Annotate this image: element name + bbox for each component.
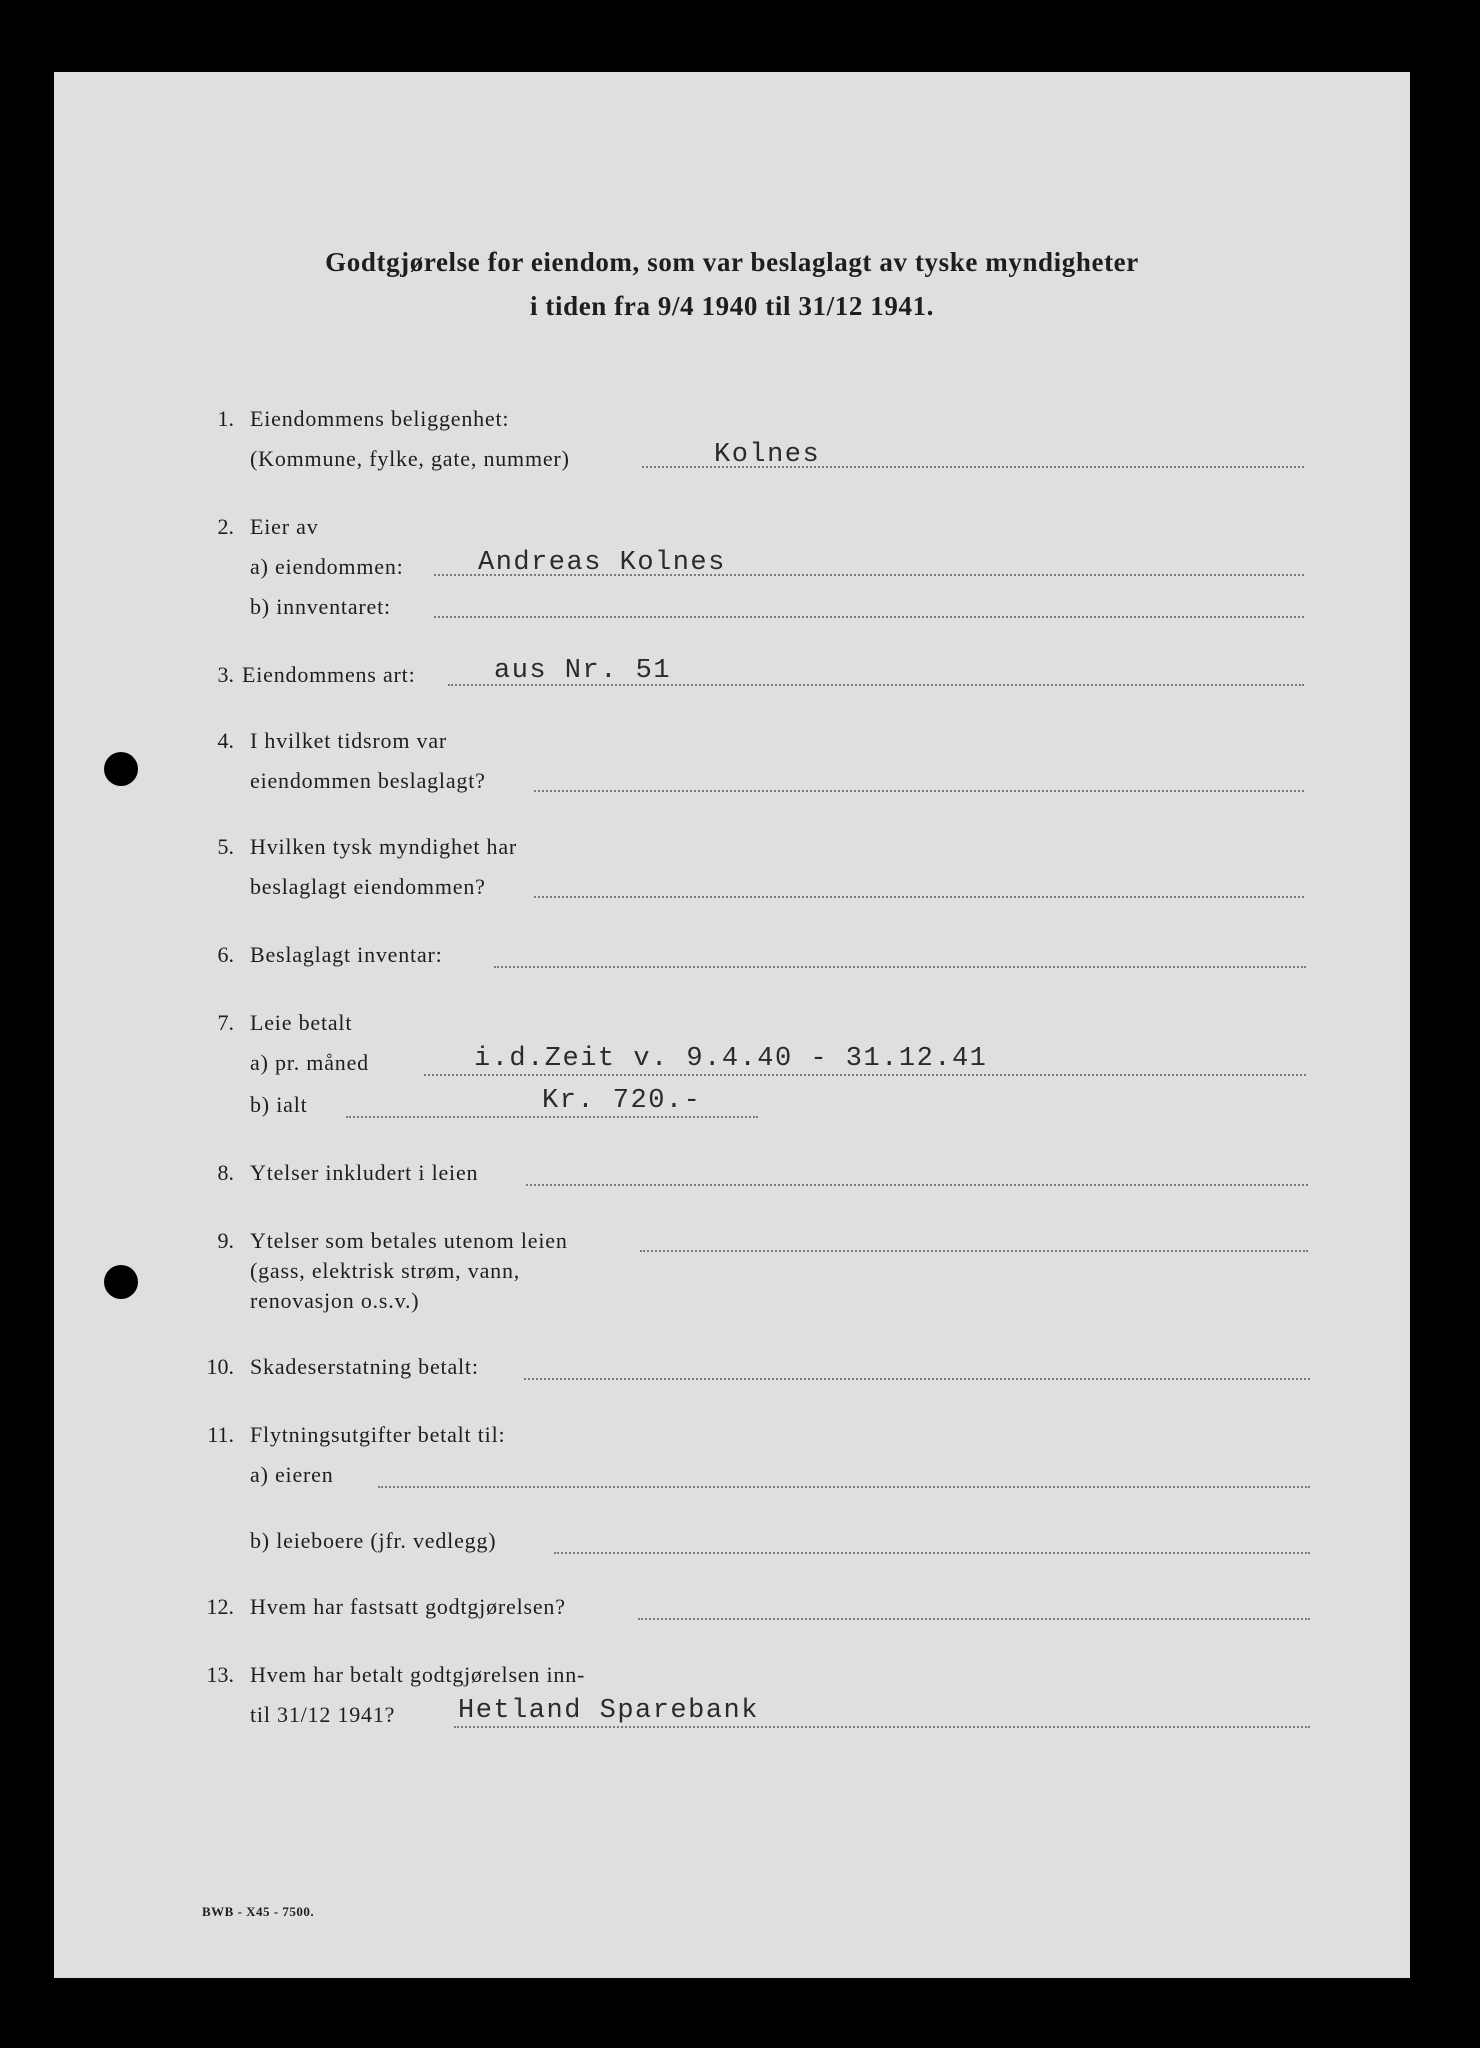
q12-label: Hvem har fastsatt godtgjørelsen? bbox=[250, 1594, 566, 1619]
q10-number: 10. bbox=[206, 1354, 234, 1379]
q4-label: I hvilket tidsrom var bbox=[250, 728, 448, 753]
punch-hole-bottom bbox=[104, 1265, 138, 1299]
q2b-answer-line bbox=[434, 616, 1304, 618]
q3-answer: aus Nr. 51 bbox=[494, 656, 672, 686]
q8-number: 8. bbox=[217, 1160, 234, 1185]
form-page bbox=[54, 72, 1410, 1978]
q9-sublabel-2: renovasjon o.s.v.) bbox=[250, 1288, 420, 1313]
q4-sublabel: eiendommen beslaglagt? bbox=[250, 768, 486, 793]
q2-number: 2. bbox=[217, 514, 234, 539]
q13-answer-line bbox=[454, 1726, 1310, 1728]
q11a-label: a) eieren bbox=[250, 1462, 334, 1487]
q1-answer: Kolnes bbox=[714, 440, 821, 470]
q10-label: Skadeserstatning betalt: bbox=[250, 1354, 479, 1379]
q7a-answer: i.d.Zeit v. 9.4.40 - 31.12.41 bbox=[474, 1044, 988, 1074]
q13-label: Hvem har betalt godtgjørelsen inn- bbox=[250, 1662, 586, 1687]
q11b-label: b) leieboere (jfr. vedlegg) bbox=[250, 1528, 497, 1553]
q2a-answer: Andreas Kolnes bbox=[478, 548, 726, 578]
q11a-answer-line bbox=[378, 1486, 1310, 1488]
q13-sublabel: til 31/12 1941? bbox=[250, 1702, 396, 1727]
q8-label: Ytelser inkludert i leien bbox=[250, 1160, 479, 1185]
q4-answer-line bbox=[534, 790, 1304, 792]
q7-number: 7. bbox=[217, 1010, 234, 1035]
q11-label: Flytningsutgifter betalt til: bbox=[250, 1422, 506, 1447]
q7a-label: a) pr. måned bbox=[250, 1050, 369, 1075]
q7b-answer: Kr. 720.- bbox=[542, 1086, 702, 1116]
q5-label: Hvilken tysk myndighet har bbox=[250, 834, 518, 859]
q8-answer-line bbox=[526, 1184, 1308, 1186]
q7-label: Leie betalt bbox=[250, 1010, 353, 1035]
q11-number: 11. bbox=[207, 1422, 234, 1447]
q5-sublabel: beslaglagt eiendommen? bbox=[250, 874, 486, 899]
q6-number: 6. bbox=[217, 942, 234, 967]
q13-number: 13. bbox=[206, 1662, 234, 1687]
form-title bbox=[54, 240, 1410, 328]
q10-answer-line bbox=[524, 1378, 1310, 1380]
q12-answer-line bbox=[638, 1618, 1310, 1620]
q2-label: Eier av bbox=[250, 514, 319, 539]
q5-answer-line bbox=[534, 896, 1304, 898]
q12-number: 12. bbox=[206, 1594, 234, 1619]
q9-label: Ytelser som betales utenom leien bbox=[250, 1228, 568, 1253]
q9-number: 9. bbox=[217, 1228, 234, 1253]
q3-number: 3. bbox=[217, 662, 234, 687]
q7b-answer-line bbox=[346, 1116, 758, 1118]
q9-answer-line bbox=[640, 1250, 1308, 1252]
q7b-label: b) ialt bbox=[250, 1092, 308, 1117]
q3-label: Eiendommens art: bbox=[242, 662, 416, 687]
q6-label: Beslaglagt inventar: bbox=[250, 942, 443, 967]
punch-hole-top bbox=[104, 752, 138, 786]
q1-label: Eiendommens beliggenhet: bbox=[250, 406, 510, 431]
q13-answer: Hetland Sparebank bbox=[458, 1696, 759, 1726]
q7a-answer-line bbox=[424, 1074, 1306, 1076]
q6-answer-line bbox=[494, 966, 1306, 968]
form-print-code: BWB - X45 - 7500. bbox=[202, 1904, 315, 1919]
title-line-2: i tiden fra 9/4 1940 til 31/12 1941. bbox=[529, 291, 935, 321]
q5-number: 5. bbox=[217, 834, 234, 859]
q1-number: 1. bbox=[217, 406, 234, 431]
q2b-label: b) innventaret: bbox=[250, 594, 391, 619]
title-line-1: Godtgjørelse for eiendom, som var beslaglagt av tyske myndigheter bbox=[325, 247, 1139, 277]
q9-sublabel-1: (gass, elektrisk strøm, vann, bbox=[250, 1258, 521, 1283]
q4-number: 4. bbox=[217, 728, 234, 753]
q1-sublabel: (Kommune, fylke, gate, nummer) bbox=[250, 446, 570, 471]
q11b-answer-line bbox=[554, 1552, 1310, 1554]
q2a-label: a) eiendommen: bbox=[250, 554, 404, 579]
